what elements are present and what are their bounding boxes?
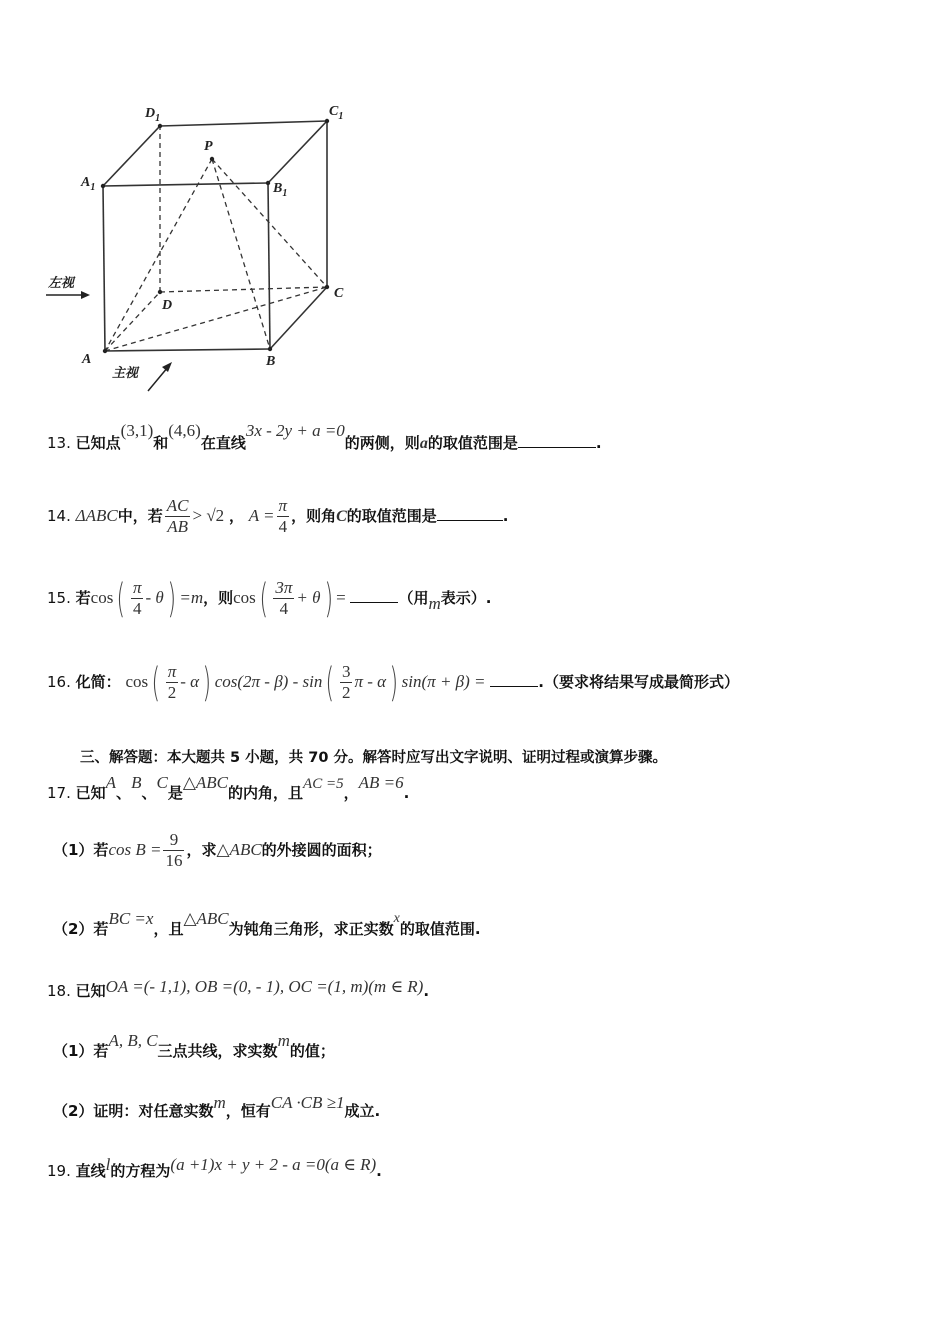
label-C1: $C_1$ — [329, 104, 344, 122]
edge-PA — [105, 159, 212, 351]
edge-AA1 — [103, 186, 105, 351]
fraction-pi-4: $\frac{\pi}{4}$ — [278, 496, 288, 536]
question-19: 19. 直线l的方程为(a +1)x + y + 2 - a =0(a ∈ R). — [47, 1155, 382, 1180]
front-view-label: 主视 — [112, 365, 139, 380]
edge-AB — [105, 349, 270, 351]
question-18-part-2: （2）证明：对任意实数m，恒有CA ·CB ≥1成立. — [53, 1093, 381, 1120]
label-P: P — [204, 139, 213, 154]
edge-BB1 — [268, 183, 270, 349]
question-13: 13. 已知点(3,1)和(4,6)在直线3x - 2y + a =0的两侧，则a的取值范围是 . — [47, 421, 602, 452]
edge-B1C1 — [268, 121, 327, 183]
label-B: B — [266, 354, 276, 369]
label-A: A — [82, 352, 92, 367]
edge-AC — [105, 287, 327, 351]
fraction-ac-ab: $\frac{AC}{AB}$ — [166, 496, 189, 536]
label-D1: $D_1$ — [145, 106, 161, 124]
question-18: 18. 已知OA =(- 1,1), OB =(0, - 1), OC =(1, m)(m ∈ R). — [47, 977, 430, 1000]
label-D: D — [162, 298, 173, 313]
side-view-label: 左视 — [48, 275, 75, 290]
answer-blank-13[interactable] — [518, 433, 596, 448]
question-18-part-1: （1）若A, B, C三点共线，求实数m的值； — [53, 1031, 335, 1060]
edge-PB — [212, 159, 270, 349]
edge-DC — [160, 287, 327, 292]
answer-blank-15[interactable] — [350, 588, 398, 603]
edge-BC — [270, 287, 327, 349]
edge-A1B1 — [103, 183, 268, 186]
edge-D1C1 — [160, 121, 327, 126]
question-17: 17. 已知A、B、C是△ABC的内角，且AC =5，AB =6. — [47, 773, 410, 802]
question-14: 14. ΔABC中，若 $\frac{AC}{AB}$ > √2 ， A = $\frac{\pi}{4}$ ，则角C的取值范围是 . — [47, 496, 509, 536]
question-17-part-1: （1）若cos B = $\frac{9}{16}$ ，求△ABC的外接圆的面积； — [53, 830, 382, 870]
cube-figure — [40, 95, 370, 395]
question-16: 16. 化简： cos( $\frac{\pi}{2}$ - α) cos(2π - β) - sin( $\frac{3}{2}$ π - α) sin(π + β) = .（要求将结果写成最简形式） — [47, 659, 739, 706]
question-17-part-2: （2）若BC =x，且△ABC为钝角三角形，求正实数x的取值范围. — [53, 909, 481, 938]
edge-A1D1 — [103, 126, 160, 186]
label-A1: $A_1$ — [81, 175, 96, 193]
question-15: 15. 若cos( $\frac{\pi}{4}$ - θ) =m，则cos( $\frac{3\pi}{4}$ + θ) = （用m表示）. — [47, 575, 492, 622]
label-B1: $B_1$ — [273, 181, 288, 199]
label-C: C — [334, 286, 344, 301]
answer-blank-14[interactable] — [437, 506, 503, 521]
answer-blank-16[interactable] — [490, 672, 538, 687]
front-view-arrow — [148, 367, 168, 391]
section-3-heading: 三、解答题：本大题共 5 小题，共 70 分。解答时应写出文字说明、证明过程或演算步骤。 — [80, 750, 667, 766]
